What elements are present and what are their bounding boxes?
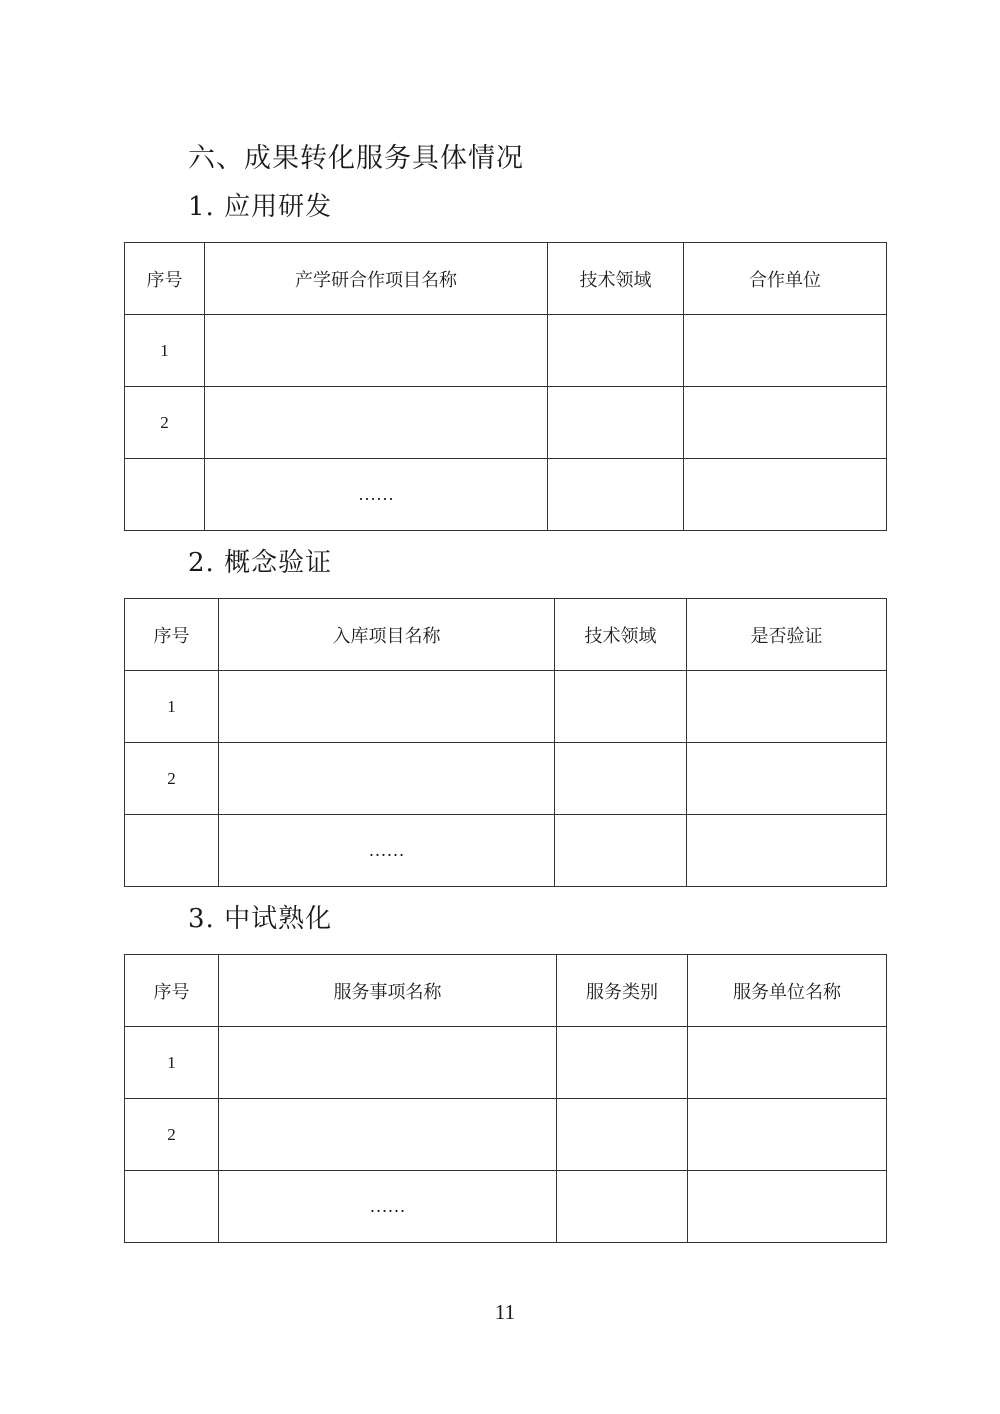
header-cell: 产学研合作项目名称 [205,243,548,315]
table-row [125,1171,887,1243]
table-row [125,743,887,815]
table-cell[interactable] [125,459,205,531]
header-cell: 序号 [125,243,205,315]
table-cell[interactable] [557,1171,688,1243]
table-cell[interactable] [555,743,687,815]
header-cell: 序号 [125,599,219,671]
table-cell[interactable] [684,387,887,459]
table-cell[interactable] [555,671,687,743]
table-cell[interactable] [205,315,548,387]
table-cell[interactable]: 1 [125,315,205,387]
table-cell[interactable] [219,743,555,815]
table-cell[interactable] [555,815,687,887]
page-number: 11 [494,1300,516,1324]
table-cell[interactable]: 2 [125,743,219,815]
header-cell: 入库项目名称 [219,599,555,671]
table-cell[interactable]: 2 [125,1099,219,1171]
header-cell: 服务类别 [557,955,688,1027]
table-cell[interactable] [205,387,548,459]
table-cell[interactable]: 2 [125,387,205,459]
table-row [125,815,887,887]
table-cell[interactable] [557,1099,688,1171]
table-cell[interactable] [684,315,887,387]
table-cell[interactable] [687,743,887,815]
table-cell[interactable] [688,1171,887,1243]
table-header-row [125,955,887,1027]
table-cell[interactable] [219,1027,557,1099]
table-pilot-maturation [124,954,887,1243]
table-row [125,459,887,531]
table-header-row [125,599,887,671]
table-proof-of-concept [124,598,887,887]
header-cell: 服务事项名称 [219,955,557,1027]
table-cell[interactable] [548,387,684,459]
header-cell: 技术领域 [555,599,687,671]
table-cell[interactable]: 1 [125,671,219,743]
table-cell[interactable]: …… [219,1171,557,1243]
table-row [125,387,887,459]
header-cell: 序号 [125,955,219,1027]
header-cell: 服务单位名称 [688,955,887,1027]
table-cell[interactable] [688,1027,887,1099]
table-cell[interactable] [125,815,219,887]
section-title: 六、成果转化服务具体情况 [188,143,524,174]
table-cell[interactable] [125,1171,219,1243]
table-cell[interactable] [687,671,887,743]
table-cell[interactable] [219,1099,557,1171]
subtitle-proof-of-concept: 2. 概念验证 [188,548,333,578]
table-row [125,315,887,387]
table-application-rd [124,242,887,531]
table-cell[interactable]: …… [205,459,548,531]
table-cell[interactable] [219,671,555,743]
table-cell[interactable] [548,459,684,531]
table-cell[interactable] [684,459,887,531]
table-cell[interactable]: 1 [125,1027,219,1099]
table-cell[interactable] [548,315,684,387]
table-row [125,1099,887,1171]
table-cell[interactable] [688,1099,887,1171]
subtitle-application-rd: 1. 应用研发 [188,192,333,222]
header-cell: 是否验证 [687,599,887,671]
table-cell[interactable]: …… [219,815,555,887]
header-cell: 技术领域 [548,243,684,315]
table-cell[interactable] [557,1027,688,1099]
table-row [125,1027,887,1099]
table-cell[interactable] [687,815,887,887]
table-row [125,671,887,743]
header-cell: 合作单位 [684,243,887,315]
table-header-row [125,243,887,315]
subtitle-pilot-maturation: 3. 中试熟化 [188,904,333,934]
